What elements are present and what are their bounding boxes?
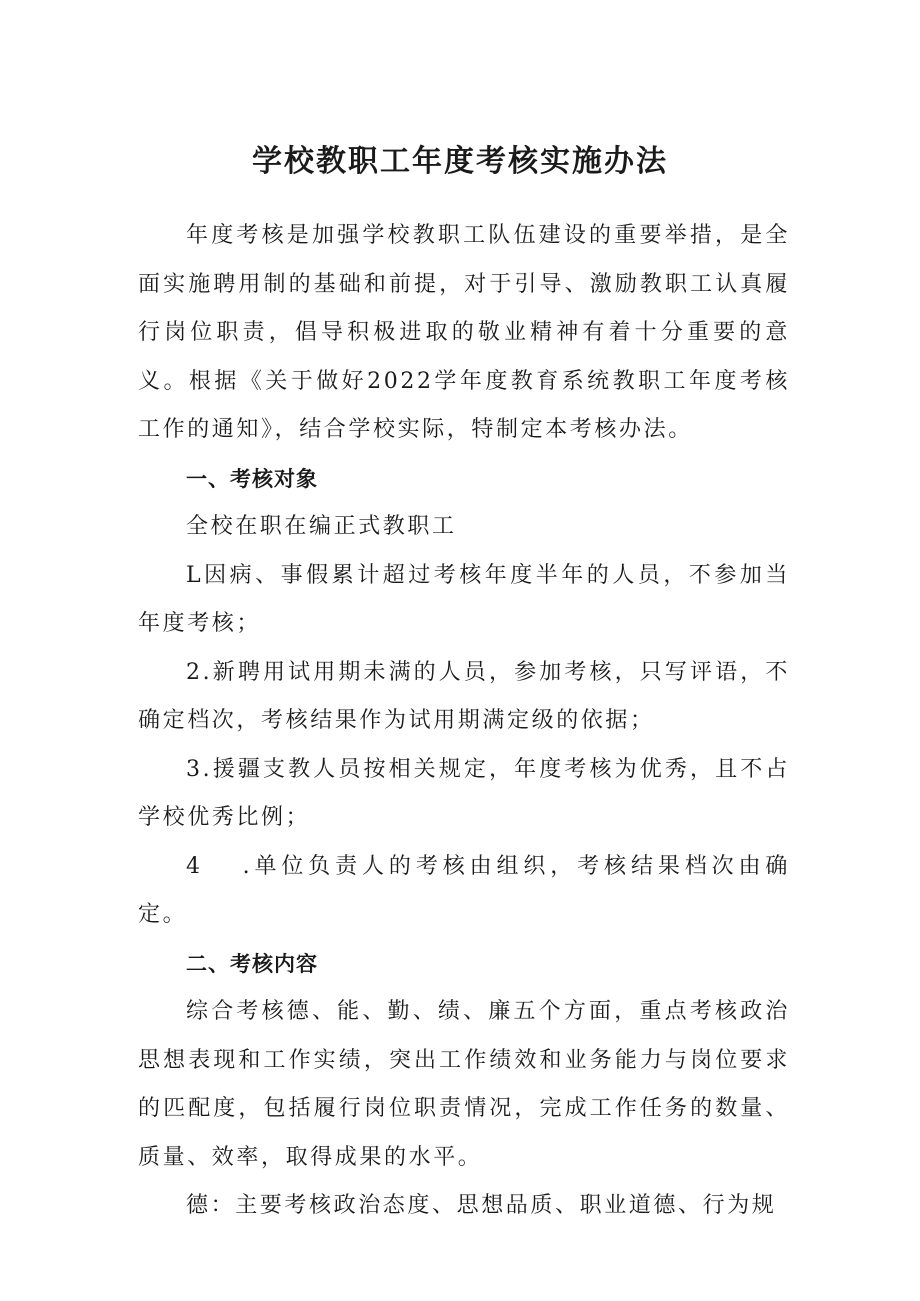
section-heading-assessment-content: 二、考核内容 — [186, 951, 318, 976]
scope-paragraph: 全校在职在编正式教职工 — [186, 514, 457, 539]
intro-paragraph: 年度考核是加强学校教职工队伍建设的重要举措，是全面实施聘用制的基础和前提，对于引导、激励教职工认真履行岗位职责，倡导积极进取的敬业精神有着十分重要的意义。根据《关于做好2022学年度教育系统教职工年度考核工作的通知》，结合学校实际，特制定本考核办法。 — [138, 223, 790, 442]
content-paragraph: 综合考核德、能、勤、绩、廉五个方面，重点考核政治思想表现和工作实绩，突出工作绩效和业务能力与岗位要求的匹配度，包括履行岗位职责情况，完成工作任务的数量、质量、效率，取得成果的水平。 — [138, 999, 790, 1170]
list-item-4-text: .单位负责人的考核由组织，考核结果档次由确定。 — [138, 853, 790, 927]
list-item-1: L因病、事假累计超过考核年度半年的人员，不参加当年度考核； — [138, 562, 790, 636]
section-heading-assessment-subjects: 一、考核对象 — [186, 466, 318, 491]
list-item-4 — [138, 843, 790, 940]
document-body — [138, 212, 790, 1231]
list-item-2: 2.新聘用试用期未满的人员，参加考核，只写评语，不确定档次，考核结果作为试用期满定级的依据； — [138, 659, 790, 733]
list-item-4-number: 4 — [186, 853, 203, 879]
morality-paragraph: 德：主要考核政治态度、思想品质、职业道德、行为规 — [186, 1193, 777, 1218]
document-title: 学校教职工年度考核实施办法 — [252, 144, 668, 179]
list-item-3: 3.援疆支教人员按相关规定，年度考核为优秀，且不占学校优秀比例； — [138, 756, 790, 830]
